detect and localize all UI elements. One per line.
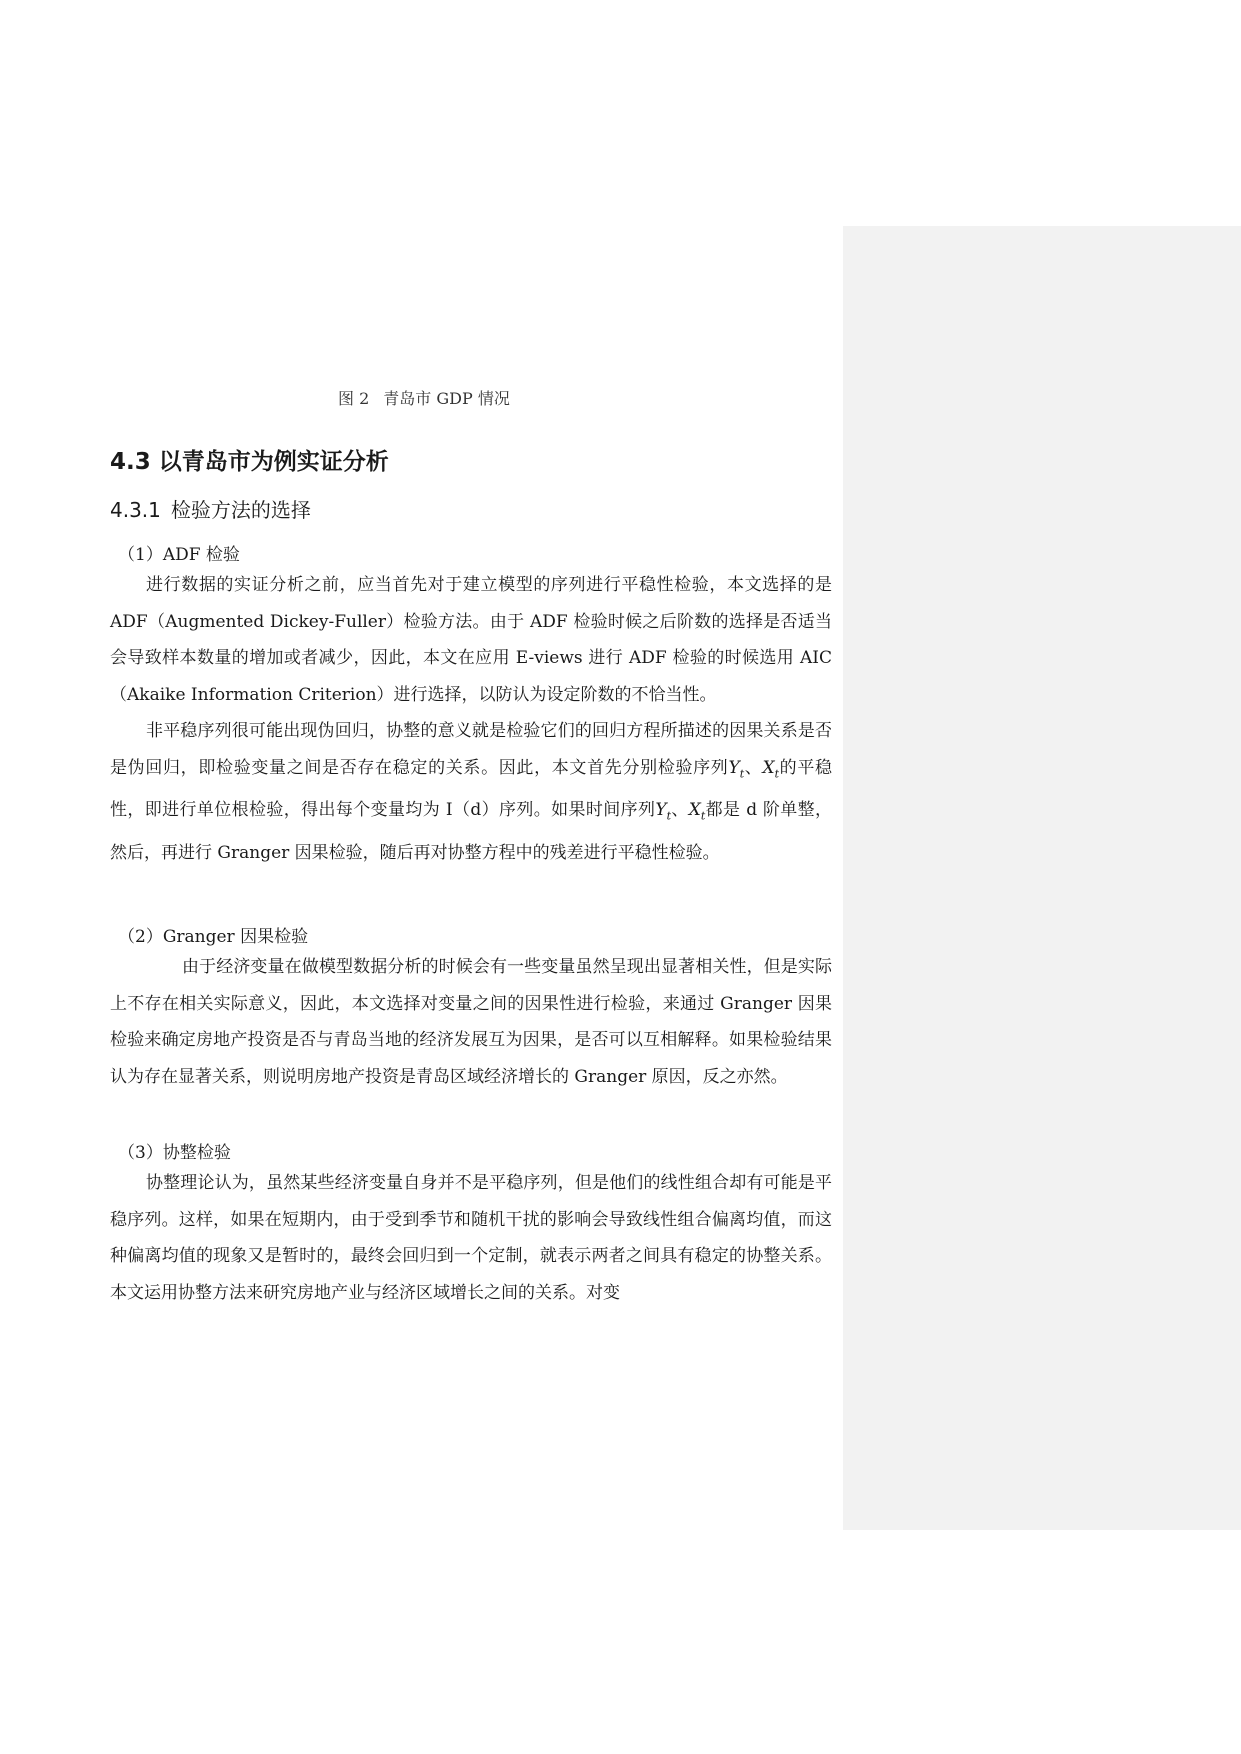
document-page [110, 0, 832, 1754]
section-heading: 4.3 以青岛市为例实证分析 [110, 449, 389, 475]
subsection-number: 4.3.1 [110, 498, 161, 522]
subsection-heading [110, 494, 311, 523]
granger-paragraph-1: 由于经济变量在做模型数据分析的时候会有一些变量虽然呈现出显著相关性，但是实际上不存在相关实际意义，因此，本文选择对变量之间的因果性进行检验，来通过 Granger 因果检验来确定房地产投资是否与青岛当地的经济发展互为因果，是否可以互相解释。如果检验结果认为存在显著关系，则说明房地产投资是青岛区域经济增长的 Granger 原因，反之亦然。 [110, 957, 832, 1087]
adf-heading: （1）ADF 检验 [118, 545, 240, 565]
figure-number: 图 2 [338, 389, 370, 408]
adf-paragraph-1: 进行数据的实证分析之前，应当首先对于建立模型的序列进行平稳性检验，本文选择的是 ADF（Augmented Dickey-Fuller）检验方法。由于 ADF 检验时候之后阶数的选择是否适当会导致样本数量的增加或者减少，因此，本文在应用 E-views 进行 ADF 检验的时候选用 AIC（Akaike Information Criterion）进行选择，以防认为设定阶数的不恰当性。 [110, 575, 832, 705]
adf-paragraph-2-part2: 的平稳性，即进行单位根检验，得出每个变量均为 I（d）序列。如果时间序列 [110, 757, 833, 821]
granger-heading: （2）Granger 因果检验 [118, 927, 309, 947]
coint-heading: （3）协整检验 [118, 1143, 231, 1163]
coint-paragraph-1: 协整理论认为，虽然某些经济变量自身并不是平稳序列，但是他们的线性组合却有可能是平稳序列。这样，如果在短期内，由于受到季节和随机干扰的影响会导致线性组合偏离均值，而这种偏离均值的现象又是暂时的，最终会回归到一个定制，就表示两者之间具有稳定的协整关系。本文运用协整方法来研究房地产业与经济区域增长之间的关系。对变 [110, 1173, 832, 1303]
variable-y: $Y_t$ [728, 757, 745, 780]
separator: 、 [744, 757, 763, 778]
variable-y-2: $Y_t$ [655, 800, 672, 823]
variable-x: $X_t$ [762, 757, 779, 780]
subsection-title: 检验方法的选择 [170, 498, 311, 522]
adf-paragraph-2 [110, 713, 832, 872]
adf-paragraph-2-part3: 都是 d 阶单整，然后，再进行 Granger 因果检验，随后再对协整方程中的残差进行平稳性检验。 [110, 800, 832, 864]
comment-margin-pane [843, 226, 1241, 1530]
figure-title: 青岛市 GDP 情况 [383, 389, 510, 408]
separator-2: 、 [671, 800, 689, 821]
figure-caption [338, 386, 510, 409]
variable-x-2: $X_t$ [688, 800, 706, 823]
adf-paragraph-2-part1: 非平稳序列很可能出现伪回归，协整的意义就是检验它们的回归方程所描述的因果关系是否是伪回归，即检验变量之间是否存在稳定的关系。因此，本文首先分别检验序列 [110, 721, 832, 778]
